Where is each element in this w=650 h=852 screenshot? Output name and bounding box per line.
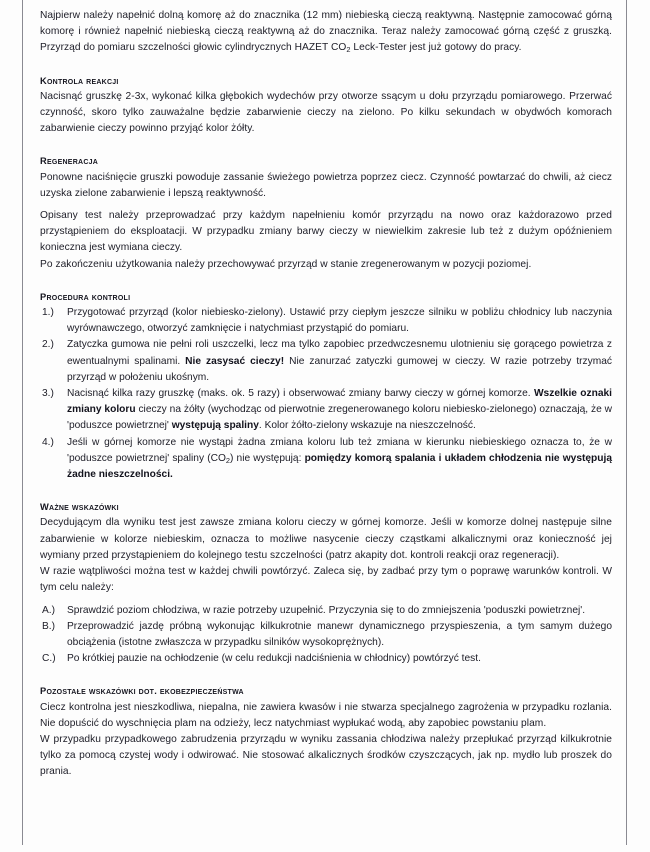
paragraph-regeneracja-2: Opisany test należy przeprowadzać przy każdym napełnieniu komór przyrządu na nowo oraz każdorazowo przed przystąpieniem do eksploatacji. W przypadku zmiany barwy cieczy w niewielkim zakresie lub też z dużym opóźnieniem konieczna jest wymiana cieczy. — [40, 210, 612, 254]
co2-subscript: 2 — [225, 455, 230, 465]
emphasis-text: Nie zasysać cieczy! — [185, 355, 285, 367]
wazne-list — [40, 603, 612, 668]
spacer — [40, 273, 612, 289]
document-content — [40, 8, 626, 781]
spacer — [40, 137, 612, 153]
paragraph-wazne-1: Decydującym dla wyniku test jest zawsze zmiana koloru cieczy w górnej komorze. Jeśli w komorze dolnej następuje silne zabarwienie w kolorze niebieskim, oznacza to możliwe nasycenie cieczy cząstkami alkalicznymi oraz konieczność jej wymiany przed przystąpieniem do kolejnego testu szczelności (patrz akapity dot. kontroli reakcji oraz regeneracji). — [40, 517, 612, 561]
list-marker: A.) — [42, 604, 56, 616]
body-text: Jeśli w górnej komorze nie wystąpi żadna zmiana koloru lub też zmiana w kierunku niebieskiego oznacza to, że w 'poduszce powietrznej' spaliny (CO — [67, 436, 612, 464]
list-item — [40, 603, 612, 619]
body-text: cieczy na żółty (wychodząc od pierwotnie zregenerowanego koloru niebiesko-zielonego) oznaczają, że w 'poduszce powietrznej' — [67, 404, 612, 432]
body-text: ) nie występują: — [230, 452, 305, 464]
list-text: Po krótkiej pauzie na ochłodzenie (w celu redukcji nadciśnienia w chłodnicy) powtórzyć test. — [67, 653, 481, 665]
paragraph-regeneracja-3: Po zakończeniu użytkowania należy przechowywać przyrząd w stanie zregenerowanym w pozycji poziomej. — [40, 258, 532, 270]
body-text: Przygotować przyrząd (kolor niebiesko-zielony). Ustawić przy ciepłym jeszcze silniku w pobliżu chłodnicy lub naczynia wyrównawczego, otworzyć zamknięcie i natychmiast przystąpić do pomiaru. — [67, 307, 612, 335]
list-item — [40, 386, 612, 435]
body-text: Nie zanurzać zatyczki gumowej w cieczy. W razie potrzeby trzymać przyrząd w położeniu ukośnym. — [67, 355, 612, 383]
heading-procedura-kontroli: Procedura kontroli — [40, 291, 131, 302]
emphasis-text: występują spaliny — [171, 420, 259, 432]
list-text: Sprawdzić poziom chłodziwa, w razie potrzeby uzupełnić. Przyczynia się to do zmniejszenia 'poduszki powietrznej'. — [67, 604, 586, 616]
intro-text-after: Leck-Tester jest już gotowy do pracy. — [350, 42, 522, 54]
intro-text-before: Najpierw należy napełnić dolną komorę aż do znacznika (12 mm) niebieską cieczą reaktywną. Następnie zamocować górną komorę i również napełnić niebieską cieczą reaktywną aż do znacznika. Teraz należy zamocować górną część z gruszką. Przyrząd do pomiaru szczelności głowic cylindrycznych HAZET CO — [40, 10, 612, 54]
heading-regeneracja: Regeneracja — [40, 156, 99, 167]
list-marker: C.) — [42, 653, 56, 665]
paragraph-regeneracja-1: Ponowne naciśnięcie gruszki powoduje zassanie świeżego powietrza poprzez ciecz. Czynność powtarzać do chwili, aż ciecz uzyska zielone zabarwienie i lepszą reaktywność. — [40, 171, 612, 199]
paragraph-wazne-2: W razie wątpliwości można test w każdej chwili powtórzyć. Zaleca się, by zadbać przy tym o poprawę warunków kontroli. W tym celu należy: — [40, 566, 612, 594]
spacer — [40, 57, 612, 73]
list-item — [40, 305, 612, 337]
list-text — [67, 386, 612, 435]
list-marker: 2.) — [42, 339, 54, 351]
page-left-rule — [22, 0, 23, 845]
list-text — [67, 305, 612, 337]
list-item — [40, 651, 612, 667]
list-item — [40, 435, 612, 484]
emphasis-text: pomiędzy komorą spalania i układem chłodzenia nie występują żadne nieszczelności. — [67, 452, 612, 481]
body-text: . Kolor żółto-zielony wskazuje na nieszczelność. — [258, 420, 476, 432]
list-item — [40, 337, 612, 386]
list-text — [67, 435, 612, 484]
paragraph-eko-2: W przypadku przypadkowego zabrudzenia przyrządu w wyniku zassania chłodziwa należy przepłukać przyrząd kilkukrotnie tylko za pomocą czystej wody i odwirować. Nie stosować alkalicznych środków czyszczących, jak np. mydło lub proszek do prania. — [40, 733, 612, 778]
co2-subscript: 2 — [346, 45, 351, 55]
list-marker: 4.) — [42, 436, 54, 448]
list-text — [67, 337, 612, 386]
list-marker: 1.) — [42, 307, 54, 319]
page-right-rule — [626, 0, 627, 845]
heading-ekobezpieczenstwo: Pozostałe wskazówki dot. ekobezpieczeństwa — [40, 686, 244, 697]
heading-kontrola-reakcji: Kontrola reakcji — [40, 75, 119, 86]
paragraph-eko-1: Ciecz kontrolna jest nieszkodliwa, niepalna, nie zawiera kwasów i nie stwarza specjalnego zagrożenia w przypadku rozlania. Nie dopuścić do wyschnięcia plam na odzieży, lecz natychmiast wypłukać wodą, aby zapobiec powstaniu plam. — [40, 701, 612, 729]
body-text: Zatyczka gumowa nie pełni roli uszczelki, lecz ma tylko zapobiec przedwczesnemu ulotnieniu się gorącego powietrza z ewentualnymi spalinami. — [67, 339, 612, 367]
body-text: Nacisnąć kilka razy gruszkę (maks. ok. 5 razy) i obserwować zmiany barwy cieczy w górnej komorze. — [67, 388, 534, 400]
procedura-list — [40, 305, 612, 483]
list-marker: 3.) — [42, 388, 54, 400]
list-item — [40, 619, 612, 651]
emphasis-text: Wszelkie oznaki zmiany koloru — [67, 388, 612, 416]
list-marker: B.) — [42, 620, 56, 632]
intro-paragraph — [40, 8, 612, 57]
paragraph-kontrola-reakcji: Nacisnąć gruszkę 2-3x, wykonać kilka głębokich wydechów przy otworze ssącym u dołu przyrządu pomiarowego. Przerwać czynność, skoro tylko zauważalne będzie zabarwienie cieczy na zielono. Po kilku sekundach w obydwóch komorach zabarwienie cieczy powinno przyjąć kolor żółty. — [40, 90, 612, 135]
spacer — [40, 483, 612, 499]
spacer — [40, 667, 612, 683]
heading-wazne-wskazowki: Ważne wskazówki — [40, 502, 119, 513]
list-text: Przeprowadzić jazdę próbną wykonując kilkukrotnie manewr dynamicznego przyspieszenia, a tym samym dużego obciążenia (istotne zwłaszcza w przypadku silników wysokoprężnych). — [67, 620, 612, 648]
